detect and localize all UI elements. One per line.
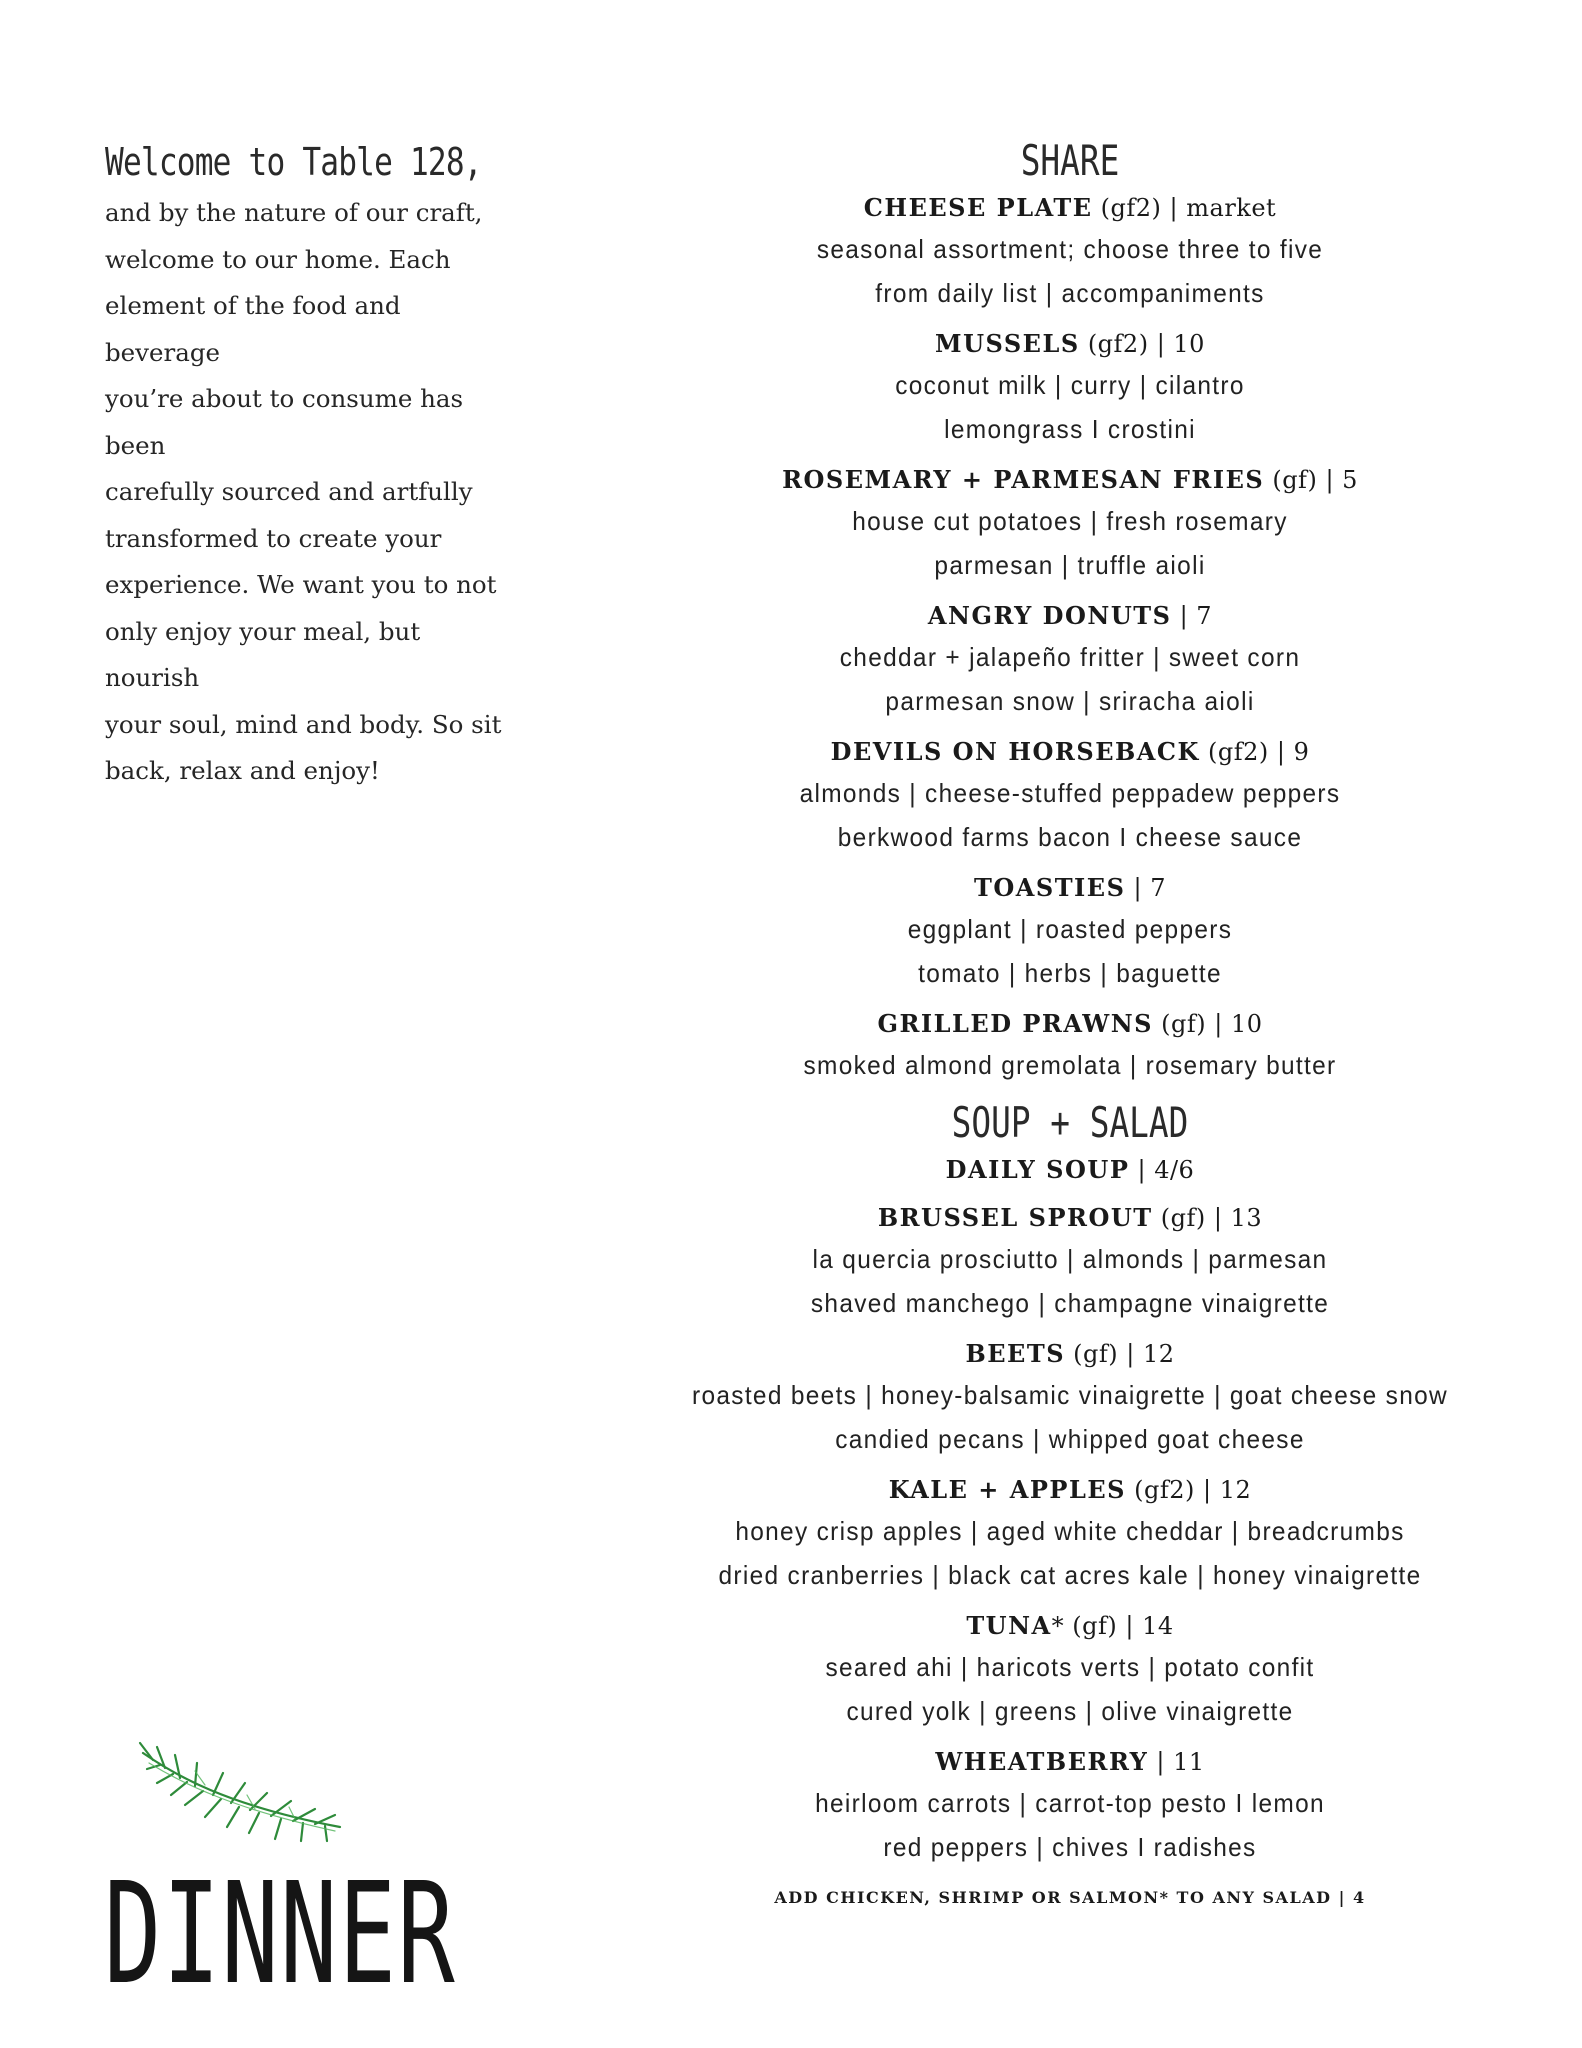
section-title-share: SHARE [1020, 136, 1120, 185]
item-description: parmesan snow | sriracha aioli [885, 686, 1255, 716]
menu-item [640, 733, 1500, 859]
menu-item [640, 1743, 1500, 1869]
separator: | [1125, 874, 1151, 902]
item-tag: (gf2) [1092, 194, 1162, 222]
separator: | [1194, 1476, 1220, 1504]
addon-text: ADD CHICKEN, SHRIMP OR SALMON* TO ANY SALAD [774, 1888, 1332, 1907]
item-description: berkwood farms bacon I cheese sauce [837, 822, 1303, 852]
item-description: lemongrass I crostini [944, 414, 1196, 444]
menu-item [640, 1607, 1500, 1733]
page-title: DINNER [104, 1853, 457, 2016]
separator: | [1331, 1888, 1353, 1907]
item-description: coconut milk | curry | cilantro [895, 370, 1245, 400]
item-tag: * (gf) [1051, 1612, 1118, 1640]
item-name: TOASTIES [973, 873, 1126, 902]
separator: | [1317, 466, 1343, 494]
item-description: seasonal assortment; choose three to five [816, 234, 1324, 264]
item-price: 4/6 [1154, 1156, 1195, 1184]
item-price: 9 [1293, 738, 1310, 766]
item-name: CHEESE PLATE [863, 193, 1093, 222]
item-description: tomato | herbs | baguette [918, 958, 1222, 988]
separator: | [1206, 1010, 1231, 1038]
menu-item [640, 189, 1500, 315]
item-price: 12 [1219, 1476, 1252, 1504]
welcome-text: and by the nature of our craft, welcome to our home. Each element of the food and beverage you’re about to consume has been carefully sourced and artfully transformed to create your experience. We want you to not only enjoy your meal, but nourish your soul, mind and body. So sit back, relax and enjoy! [105, 198, 502, 785]
item-description: roasted beets | honey-balsamic vinaigrette | goat cheese snow [692, 1380, 1448, 1410]
item-name: MUSSELS [935, 329, 1080, 358]
item-price: 11 [1173, 1748, 1205, 1776]
menu [640, 135, 1500, 1913]
menu-item [640, 461, 1500, 587]
item-description: cheddar + jalapeño fritter | sweet corn [839, 642, 1301, 672]
item-tag: (gf) [1152, 1204, 1206, 1232]
menu-item [640, 1199, 1500, 1325]
item-description: la quercia prosciutto | almonds | parmesan [812, 1244, 1328, 1274]
separator: | [1161, 194, 1187, 222]
item-description: house cut potatoes | fresh rosemary [852, 506, 1288, 536]
item-description: parmesan | truffle aioli [934, 550, 1206, 580]
item-description: candied pecans | whipped goat cheese [835, 1424, 1305, 1454]
separator: | [1205, 1204, 1231, 1232]
item-description: from daily list | accompaniments [875, 278, 1265, 308]
item-tag: (gf) [1264, 466, 1318, 494]
item-description: heirloom carrots | carrot-top pesto I lemon [815, 1788, 1325, 1818]
item-description: almonds | cheese-stuffed peppadew peppers [799, 778, 1341, 808]
item-description: red peppers | chives I radishes [883, 1832, 1257, 1862]
item-price: 12 [1142, 1340, 1175, 1368]
item-tag: (gf) [1153, 1010, 1207, 1038]
separator: | [1117, 1612, 1143, 1640]
item-description: seared ahi | haricots verts | potato confit [825, 1652, 1315, 1682]
separator: | [1268, 738, 1294, 766]
item-price: 13 [1230, 1204, 1263, 1232]
item-tag: (gf2) [1079, 330, 1149, 358]
item-tag: (gf2) [1199, 738, 1269, 766]
welcome-block [105, 140, 505, 795]
item-description: smoked almond gremolata | rosemary butter [803, 1050, 1337, 1080]
menu-item [640, 1335, 1500, 1461]
rosemary-sprig-icon [135, 1735, 345, 1845]
menu-item [640, 597, 1500, 723]
separator: | [1148, 330, 1174, 358]
item-name: GRILLED PRAWNS [877, 1009, 1154, 1038]
item-price: 14 [1142, 1612, 1174, 1640]
item-description: dried cranberries | black cat acres kale | honey vinaigrette [718, 1560, 1422, 1590]
item-description: eggplant | roasted peppers [907, 914, 1233, 944]
item-name: DAILY SOUP [945, 1155, 1130, 1184]
item-price: market [1186, 194, 1277, 222]
item-name: KALE + APPLES [888, 1475, 1126, 1504]
menu-item [640, 1151, 1500, 1189]
item-price: 7 [1196, 602, 1213, 630]
item-name: TUNA [966, 1611, 1052, 1640]
separator: | [1171, 602, 1197, 630]
item-name: ROSEMARY + PARMESAN FRIES [782, 465, 1265, 494]
item-description: shaved manchego | champagne vinaigrette [810, 1288, 1330, 1318]
item-name: BEETS [965, 1339, 1066, 1368]
item-name: ANGRY DONUTS [927, 601, 1172, 630]
item-description: honey crisp apples | aged white cheddar | breadcrumbs [735, 1516, 1405, 1546]
menu-item [640, 1471, 1500, 1597]
item-price: 5 [1342, 466, 1358, 494]
salad-addon-note [640, 1883, 1500, 1913]
item-price: 10 [1173, 330, 1205, 358]
item-name: DEVILS ON HORSEBACK [830, 737, 1200, 766]
menu-item [640, 325, 1500, 451]
item-name: BRUSSEL SPROUT [877, 1203, 1153, 1232]
item-tag: (gf2) [1125, 1476, 1195, 1504]
separator: | [1129, 1156, 1155, 1184]
separator: | [1118, 1340, 1143, 1368]
item-price: 10 [1230, 1010, 1263, 1038]
menu-item [640, 1005, 1500, 1087]
item-name: WHEATBERRY [935, 1747, 1149, 1776]
section-title-soup-salad: SOUP + SALAD [951, 1098, 1189, 1147]
welcome-title: Welcome to Table 128, [105, 140, 482, 184]
addon-price: 4 [1352, 1888, 1366, 1907]
item-price: 7 [1150, 874, 1167, 902]
separator: | [1148, 1748, 1174, 1776]
item-description: cured yolk | greens | olive vinaigrette [846, 1696, 1294, 1726]
item-tag: (gf) [1065, 1340, 1119, 1368]
menu-item [640, 869, 1500, 995]
